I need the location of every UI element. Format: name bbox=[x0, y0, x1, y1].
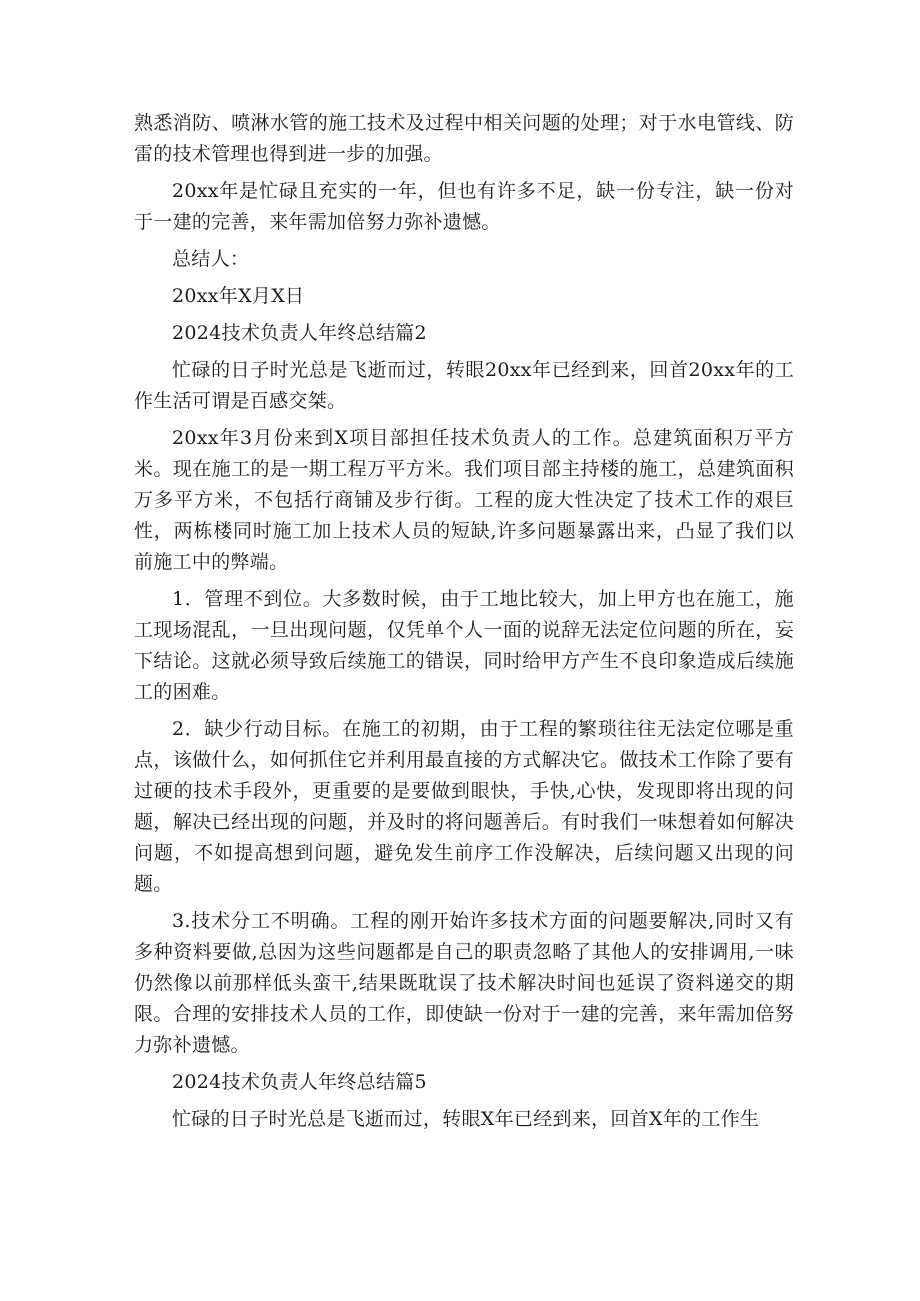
summary-author-label: 总结人： bbox=[172, 248, 250, 270]
document-page bbox=[134, 108, 794, 1141]
paragraph-year-summary: 20xx年是忙碌且充实的一年，但也有许多不足，缺一份专注，缺一份对于一建的完善，来年需加倍努力弥补遗憾。 bbox=[134, 180, 794, 233]
paragraph-project-intro: 20xx年3月份来到X项目部担任技术负责人的工作。总建筑面积万平方米。现在施工的是一期工程万平方米。我们项目部主持楼的施工，总建筑面积万多平方米，不包括行商铺及步行街。工程的庞大性决定了技术工作的艰巨性，两栋楼同时施工加上技术人员的短缺,许多问题暴露出来，凸显了我们以前施工中的弊端。 bbox=[134, 427, 794, 573]
summary-date: 20xx年X月X日 bbox=[172, 285, 305, 307]
list-item-division: 3.技术分工不明确。工程的刚开始许多技术方面的问题要解决,同时又有多种资料要做,总因为这些问题都是自己的职责忽略了其他人的安排调用,一味仍然像以前那样低头蛮干,结果既耽误了技术解决时间也延误了资料递交的期限。合理的安排技术人员的工作，即使缺一份对于一建的完善，来年需加倍努力弥补遗憾。 bbox=[134, 910, 794, 1056]
paragraph-time-flies: 忙碌的日子时光总是飞逝而过，转眼20xx年已经到来，回首20xx年的工作生活可谓是百感交桀。 bbox=[134, 359, 794, 412]
list-item-management: 1．管理不到位。大多数时候，由于工地比较大，加上甲方也在施工，施工现场混乱，一旦出现问题，仅凭单个人一面的说辞无法定位问题的所在，妄下结论。这就必须导致后续施工的错误，同时给甲方产生不良印象造成后续施工的困难。 bbox=[134, 588, 794, 703]
section-title-5: 2024技术负责人年终总结篇5 bbox=[172, 1071, 427, 1093]
section-title-2: 2024技术负责人年终总结篇2 bbox=[172, 322, 427, 344]
list-item-goals: 2．缺少行动目标。在施工的初期，由于工程的繁琐往往无法定位哪是重点，该做什么，如何抓住它并利用最直接的方式解决它。做技术工作除了要有过硬的技术手段外，更重要的是要做到眼快，手快,心快，发现即将出现的问题，解决已经出现的问题，并及时的将问题善后。有时我们一味想着如何解决问题，不如提高想到问题，避免发生前序工作没解决，后续问题又出现的问题。 bbox=[134, 718, 794, 895]
paragraph-fire-sprinkler: 熟悉消防、喷淋水管的施工技术及过程中相关问题的处理；对于水电管线、防雷的技术管理也得到进一步的加强。 bbox=[134, 112, 794, 165]
paragraph-time-flies-2: 忙碌的日子时光总是飞逝而过，转眼X年已经到来，回首X年的工作生 bbox=[172, 1108, 760, 1130]
